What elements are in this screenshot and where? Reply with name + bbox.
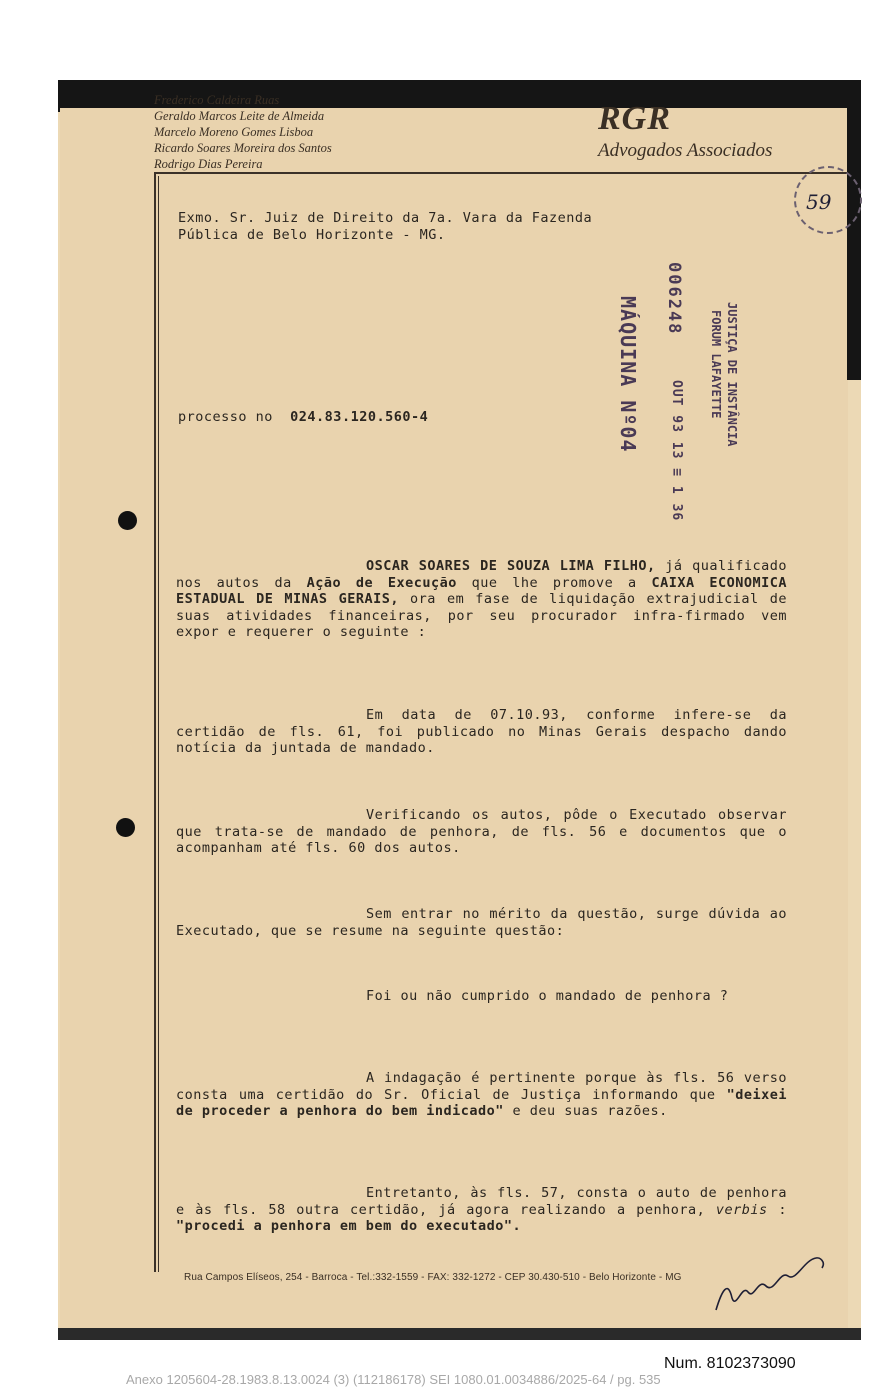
verbis-term: verbis	[715, 1201, 768, 1218]
paragraph-7: Entretanto, às fls. 57, consta o auto de penhora e às fls. 58 outra certidão, já agora realizando a penhora, verbis : "procedi a penhora em bem do executado".	[176, 1185, 787, 1234]
court-stamp-line-2: FORUM LAFAYETTE	[709, 310, 723, 419]
paragraph-3: Verificando os autos, pôde o Executado observar que trata-se de mandado de penhora, de fls. 56 e documentos que o acompanham até fls. 60 dos autos.	[176, 807, 787, 856]
signature-scribble	[708, 1240, 838, 1320]
creditor-name: CAIXA ECONOMICA ESTADUAL DE MINAS GERAIS,	[176, 574, 787, 607]
frame-line-left-inner	[158, 176, 159, 1272]
process-number: 024.83.120.560-4	[290, 409, 429, 425]
partner-name: Rodrigo Dias Pereira	[154, 157, 263, 171]
page-mark: 59	[806, 190, 832, 214]
paragraph-6: A indagação é pertinente porque às fls. 56 verso consta uma certidão do Sr. Oficial de Justiça informando que "deixei de proceder a penhora do bem indicado" e deu suas razões.	[176, 1070, 787, 1119]
punch-hole	[116, 818, 135, 837]
paragraph-5: Foi ou não cumprido o mandado de penhora ?	[366, 988, 729, 1004]
scan-border-bottom	[58, 1328, 861, 1340]
process-line	[178, 409, 598, 426]
partner-name: Frederico Caldeira Ruas	[154, 93, 280, 107]
action-name: Ação de Execução	[306, 574, 457, 591]
frame-line-top	[154, 172, 848, 174]
partner-name: Marcelo Moreno Gomes Lisboa	[154, 125, 314, 139]
addressee-line-1: Exmo. Sr. Juiz de Direito da 7a. Vara da Fazenda	[178, 210, 593, 226]
court-stamp-line-1: JUSTIÇA DE INSTÂNCIA	[725, 302, 739, 447]
scanned-page	[58, 80, 861, 1340]
paragraph-2: Em data de 07.10.93, conforme infere-se da certidão de fls. 61, foi publicado no Minas Gerais despacho dando notícia da juntada de mandado.	[176, 707, 787, 756]
partners-list	[154, 92, 454, 172]
frame-line-left	[154, 172, 156, 1272]
footer-address: Rua Campos Elíseos, 254 - Barroca - Tel.:332-1559 - FAX: 332-1272 - CEP 30.430-510 - Belo Horizonte - MG	[184, 1272, 682, 1283]
punch-hole	[118, 511, 137, 530]
quote-seized: "procedi a penhora em bem do executado".	[176, 1218, 522, 1234]
date-stamp: OUT 93 13 ≡ 1 36	[669, 380, 684, 522]
firm-logo	[598, 100, 858, 162]
firm-name: Advogados Associados	[598, 140, 773, 161]
annex-reference: Anexo 1205604-28.1983.8.13.0024 (3) (112186178) SEI 1080.01.0034886/2025-64 / pg. 535	[126, 1372, 661, 1387]
party-name: OSCAR SOARES DE SOUZA LIMA FILHO,	[366, 558, 656, 574]
protocol-number-stamp: 006248	[664, 262, 684, 336]
partner-name: Geraldo Marcos Leite de Almeida	[154, 109, 325, 123]
document-number: Num. 8102373090	[664, 1355, 796, 1372]
firm-initials: RGR	[598, 100, 671, 137]
partner-name: Ricardo Soares Moreira dos Santos	[154, 141, 332, 155]
quote-not-seized: "deixei de proceder a penhora do bem indicado"	[176, 1086, 787, 1119]
machine-stamp: MÁQUINA Nº04	[616, 296, 640, 453]
paragraph-4: Sem entrar no mérito da questão, surge dúvida ao Executado, que se resume na seguinte questão:	[176, 906, 787, 939]
paragraph-1: OSCAR SOARES DE SOUZA LIMA FILHO, já qualificado nos autos da Ação de Execução que lhe promove a CAIXA ECONOMICA ESTADUAL DE MINAS GERAIS, ora em fase de liquidação extrajudicial de suas atividades financeiras, por seu procurador infra-firmado vem expor e requerer o seguinte :	[176, 558, 787, 640]
process-label: processo no	[178, 409, 273, 425]
addressee-line-2: Pública de Belo Horizonte - MG.	[178, 227, 446, 243]
